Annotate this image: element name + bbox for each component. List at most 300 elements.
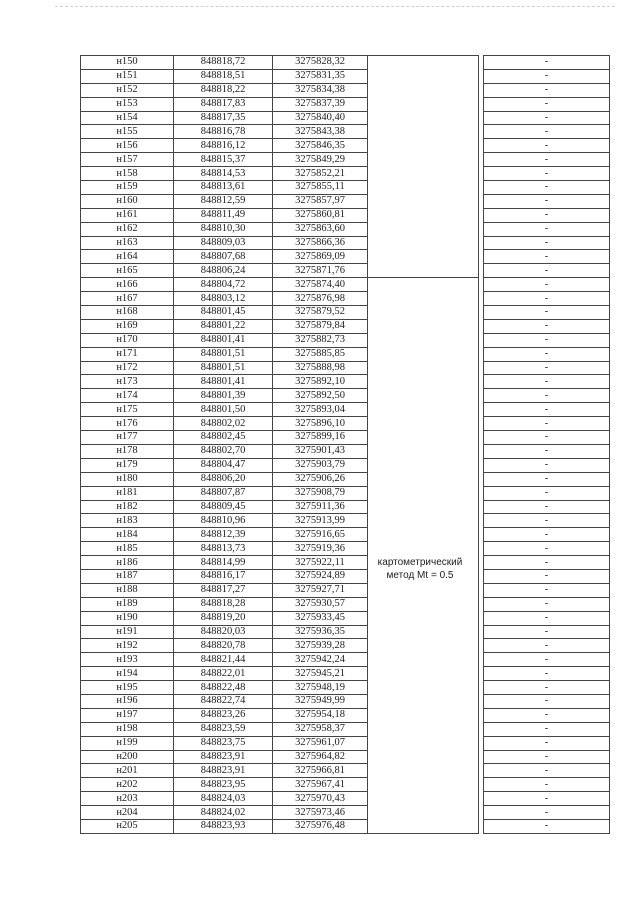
coordinates-table-body <box>81 56 610 834</box>
method-cell <box>368 125 479 139</box>
x-coordinate-cell: 848806,20 <box>174 472 273 486</box>
point-name-cell: н182 <box>81 500 174 514</box>
method-line-1: картометрический <box>377 557 463 568</box>
method-cell <box>368 611 479 625</box>
x-coordinate-cell: 848822,74 <box>174 694 273 708</box>
table-row <box>81 611 610 625</box>
note-cell: - <box>484 486 610 500</box>
table-row <box>81 639 610 653</box>
method-cell <box>368 750 479 764</box>
method-cell <box>368 431 479 445</box>
point-name-cell: н163 <box>81 236 174 250</box>
note-cell: - <box>484 764 610 778</box>
x-coordinate-cell: 848816,17 <box>174 569 273 583</box>
x-coordinate-cell: 848801,41 <box>174 333 273 347</box>
method-cell <box>368 389 479 403</box>
y-coordinate-cell: 3275828,32 <box>273 56 368 70</box>
y-coordinate-cell: 3275973,46 <box>273 806 368 820</box>
point-name-cell: н201 <box>81 764 174 778</box>
note-cell: - <box>484 403 610 417</box>
point-name-cell: н159 <box>81 181 174 195</box>
x-coordinate-cell: 848814,99 <box>174 556 273 570</box>
method-cell <box>368 139 479 153</box>
point-name-cell: н167 <box>81 292 174 306</box>
note-cell: - <box>484 69 610 83</box>
note-cell: - <box>484 556 610 570</box>
point-name-cell: н188 <box>81 583 174 597</box>
x-coordinate-cell: 848820,03 <box>174 625 273 639</box>
note-cell: - <box>484 653 610 667</box>
table-row <box>81 153 610 167</box>
y-coordinate-cell: 3275903,79 <box>273 458 368 472</box>
y-coordinate-cell: 3275954,18 <box>273 708 368 722</box>
point-name-cell: н161 <box>81 208 174 222</box>
note-cell: - <box>484 806 610 820</box>
table-row <box>81 403 610 417</box>
point-name-cell: н150 <box>81 56 174 70</box>
x-coordinate-cell: 848821,44 <box>174 653 273 667</box>
note-cell: - <box>484 306 610 320</box>
table-row <box>81 222 610 236</box>
method-cell <box>368 681 479 695</box>
table-row <box>81 750 610 764</box>
table-row <box>81 597 610 611</box>
point-name-cell: н202 <box>81 778 174 792</box>
point-name-cell: н171 <box>81 347 174 361</box>
point-name-cell: н194 <box>81 667 174 681</box>
note-cell: - <box>484 208 610 222</box>
point-name-cell: н158 <box>81 167 174 181</box>
y-coordinate-cell: 3275958,37 <box>273 722 368 736</box>
table-row <box>81 583 610 597</box>
y-coordinate-cell: 3275949,99 <box>273 694 368 708</box>
x-coordinate-cell: 848804,72 <box>174 278 273 292</box>
note-cell: - <box>484 708 610 722</box>
y-coordinate-cell: 3275849,29 <box>273 153 368 167</box>
note-cell: - <box>484 431 610 445</box>
table-row <box>81 208 610 222</box>
table-row <box>81 56 610 70</box>
x-coordinate-cell: 848810,96 <box>174 514 273 528</box>
note-cell: - <box>484 472 610 486</box>
method-cell <box>368 542 479 556</box>
method-cell <box>368 181 479 195</box>
x-coordinate-cell: 848814,53 <box>174 167 273 181</box>
y-coordinate-cell: 3275892,10 <box>273 375 368 389</box>
note-cell: - <box>484 778 610 792</box>
table-row <box>81 542 610 556</box>
method-cell <box>368 417 479 431</box>
y-coordinate-cell: 3275939,28 <box>273 639 368 653</box>
note-cell: - <box>484 681 610 695</box>
method-cell <box>368 194 479 208</box>
table-row <box>81 722 610 736</box>
x-coordinate-cell: 848823,91 <box>174 764 273 778</box>
point-name-cell: н185 <box>81 542 174 556</box>
table-row <box>81 69 610 83</box>
note-cell: - <box>484 514 610 528</box>
method-cell <box>368 83 479 97</box>
note-cell: - <box>484 417 610 431</box>
point-name-cell: н174 <box>81 389 174 403</box>
table-row <box>81 264 610 278</box>
point-name-cell: н164 <box>81 250 174 264</box>
x-coordinate-cell: 848822,01 <box>174 667 273 681</box>
table-row <box>81 778 610 792</box>
method-cell <box>368 819 479 833</box>
method-note <box>365 556 475 582</box>
y-coordinate-cell: 3275869,09 <box>273 250 368 264</box>
table-row <box>81 625 610 639</box>
y-coordinate-cell: 3275857,97 <box>273 194 368 208</box>
x-coordinate-cell: 848816,12 <box>174 139 273 153</box>
x-coordinate-cell: 848807,87 <box>174 486 273 500</box>
x-coordinate-cell: 848809,03 <box>174 236 273 250</box>
table-row <box>81 569 610 583</box>
method-cell <box>368 292 479 306</box>
y-coordinate-cell: 3275927,71 <box>273 583 368 597</box>
y-coordinate-cell: 3275840,40 <box>273 111 368 125</box>
x-coordinate-cell: 848818,51 <box>174 69 273 83</box>
point-name-cell: н190 <box>81 611 174 625</box>
x-coordinate-cell: 848806,24 <box>174 264 273 278</box>
note-cell: - <box>484 542 610 556</box>
y-coordinate-cell: 3275970,43 <box>273 792 368 806</box>
table-row <box>81 167 610 181</box>
table-row <box>81 306 610 320</box>
method-cell <box>368 111 479 125</box>
x-coordinate-cell: 848823,26 <box>174 708 273 722</box>
x-coordinate-cell: 848807,68 <box>174 250 273 264</box>
note-cell: - <box>484 56 610 70</box>
table-row <box>81 500 610 514</box>
y-coordinate-cell: 3275906,26 <box>273 472 368 486</box>
table-row <box>81 278 610 292</box>
note-cell: - <box>484 139 610 153</box>
method-line-2: метод Mt = 0.5 <box>386 570 454 581</box>
point-name-cell: н153 <box>81 97 174 111</box>
x-coordinate-cell: 848823,93 <box>174 819 273 833</box>
x-coordinate-cell: 848802,45 <box>174 431 273 445</box>
table-row <box>81 139 610 153</box>
point-name-cell: н181 <box>81 486 174 500</box>
table-row <box>81 347 610 361</box>
y-coordinate-cell: 3275967,41 <box>273 778 368 792</box>
point-name-cell: н204 <box>81 806 174 820</box>
note-cell: - <box>484 611 610 625</box>
y-coordinate-cell: 3275948,19 <box>273 681 368 695</box>
x-coordinate-cell: 848818,72 <box>174 56 273 70</box>
x-coordinate-cell: 848824,02 <box>174 806 273 820</box>
table-row <box>81 708 610 722</box>
point-name-cell: н186 <box>81 556 174 570</box>
method-cell <box>368 250 479 264</box>
table-row <box>81 83 610 97</box>
method-cell <box>368 500 479 514</box>
y-coordinate-cell: 3275936,35 <box>273 625 368 639</box>
method-cell <box>368 153 479 167</box>
x-coordinate-cell: 848812,39 <box>174 528 273 542</box>
note-cell: - <box>484 583 610 597</box>
y-coordinate-cell: 3275885,85 <box>273 347 368 361</box>
note-cell: - <box>484 528 610 542</box>
method-cell <box>368 167 479 181</box>
table-row <box>81 111 610 125</box>
point-name-cell: н154 <box>81 111 174 125</box>
y-coordinate-cell: 3275888,98 <box>273 361 368 375</box>
method-cell <box>368 278 479 292</box>
x-coordinate-cell: 848811,49 <box>174 208 273 222</box>
point-name-cell: н165 <box>81 264 174 278</box>
x-coordinate-cell: 848809,45 <box>174 500 273 514</box>
table-row <box>81 458 610 472</box>
x-coordinate-cell: 848801,39 <box>174 389 273 403</box>
x-coordinate-cell: 848801,50 <box>174 403 273 417</box>
point-name-cell: н189 <box>81 597 174 611</box>
note-cell: - <box>484 111 610 125</box>
method-cell <box>368 792 479 806</box>
note-cell: - <box>484 292 610 306</box>
method-cell <box>368 333 479 347</box>
note-cell: - <box>484 347 610 361</box>
note-cell: - <box>484 264 610 278</box>
y-coordinate-cell: 3275837,39 <box>273 97 368 111</box>
point-name-cell: н196 <box>81 694 174 708</box>
point-name-cell: н166 <box>81 278 174 292</box>
method-cell <box>368 208 479 222</box>
point-name-cell: н192 <box>81 639 174 653</box>
method-cell <box>368 722 479 736</box>
x-coordinate-cell: 848801,22 <box>174 319 273 333</box>
point-name-cell: н157 <box>81 153 174 167</box>
y-coordinate-cell: 3275911,36 <box>273 500 368 514</box>
point-name-cell: н200 <box>81 750 174 764</box>
method-cell <box>368 597 479 611</box>
note-cell: - <box>484 694 610 708</box>
method-cell <box>368 236 479 250</box>
top-rule <box>55 6 615 7</box>
point-name-cell: н151 <box>81 69 174 83</box>
y-coordinate-cell: 3275964,82 <box>273 750 368 764</box>
x-coordinate-cell: 848803,12 <box>174 292 273 306</box>
note-cell: - <box>484 444 610 458</box>
method-cell <box>368 583 479 597</box>
table-row <box>81 806 610 820</box>
table-row <box>81 250 610 264</box>
method-cell <box>368 306 479 320</box>
x-coordinate-cell: 848823,59 <box>174 722 273 736</box>
x-coordinate-cell: 848824,03 <box>174 792 273 806</box>
y-coordinate-cell: 3275930,57 <box>273 597 368 611</box>
table-row <box>81 472 610 486</box>
x-coordinate-cell: 848817,35 <box>174 111 273 125</box>
y-coordinate-cell: 3275966,81 <box>273 764 368 778</box>
note-cell: - <box>484 167 610 181</box>
x-coordinate-cell: 848817,27 <box>174 583 273 597</box>
method-cell <box>368 667 479 681</box>
note-cell: - <box>484 319 610 333</box>
note-cell: - <box>484 194 610 208</box>
x-coordinate-cell: 848815,37 <box>174 153 273 167</box>
point-name-cell: н177 <box>81 431 174 445</box>
note-cell: - <box>484 97 610 111</box>
x-coordinate-cell: 848810,30 <box>174 222 273 236</box>
y-coordinate-cell: 3275843,38 <box>273 125 368 139</box>
method-cell <box>368 778 479 792</box>
y-coordinate-cell: 3275879,52 <box>273 306 368 320</box>
y-coordinate-cell: 3275933,45 <box>273 611 368 625</box>
method-cell <box>368 444 479 458</box>
note-cell: - <box>484 83 610 97</box>
x-coordinate-cell: 848801,45 <box>174 306 273 320</box>
point-name-cell: н168 <box>81 306 174 320</box>
note-cell: - <box>484 278 610 292</box>
point-name-cell: н152 <box>81 83 174 97</box>
method-cell <box>368 375 479 389</box>
note-cell: - <box>484 667 610 681</box>
table-row <box>81 528 610 542</box>
x-coordinate-cell: 848817,83 <box>174 97 273 111</box>
point-name-cell: н170 <box>81 333 174 347</box>
x-coordinate-cell: 848801,51 <box>174 347 273 361</box>
x-coordinate-cell: 848823,75 <box>174 736 273 750</box>
y-coordinate-cell: 3275908,79 <box>273 486 368 500</box>
y-coordinate-cell: 3275855,11 <box>273 181 368 195</box>
table-row <box>81 792 610 806</box>
y-coordinate-cell: 3275896,10 <box>273 417 368 431</box>
point-name-cell: н184 <box>81 528 174 542</box>
point-name-cell: н199 <box>81 736 174 750</box>
y-coordinate-cell: 3275899,16 <box>273 431 368 445</box>
table-row <box>81 97 610 111</box>
method-cell <box>368 319 479 333</box>
y-coordinate-cell: 3275874,40 <box>273 278 368 292</box>
method-cell <box>368 736 479 750</box>
method-cell <box>368 222 479 236</box>
table-row <box>81 653 610 667</box>
note-cell: - <box>484 250 610 264</box>
x-coordinate-cell: 848818,22 <box>174 83 273 97</box>
table-row <box>81 486 610 500</box>
note-cell: - <box>484 389 610 403</box>
table-row <box>81 125 610 139</box>
table-row <box>81 431 610 445</box>
y-coordinate-cell: 3275924,89 <box>273 569 368 583</box>
x-coordinate-cell: 848813,73 <box>174 542 273 556</box>
method-cell <box>368 361 479 375</box>
y-coordinate-cell: 3275942,24 <box>273 653 368 667</box>
method-cell <box>368 625 479 639</box>
note-cell: - <box>484 361 610 375</box>
x-coordinate-cell: 848820,78 <box>174 639 273 653</box>
y-coordinate-cell: 3275916,65 <box>273 528 368 542</box>
method-cell <box>368 97 479 111</box>
table-row <box>81 194 610 208</box>
table-row <box>81 375 610 389</box>
method-cell <box>368 56 479 70</box>
note-cell: - <box>484 222 610 236</box>
table-row <box>81 736 610 750</box>
method-cell <box>368 69 479 83</box>
table-row <box>81 361 610 375</box>
note-cell: - <box>484 153 610 167</box>
x-coordinate-cell: 848801,41 <box>174 375 273 389</box>
point-name-cell: н172 <box>81 361 174 375</box>
point-name-cell: н187 <box>81 569 174 583</box>
point-name-cell: н156 <box>81 139 174 153</box>
y-coordinate-cell: 3275879,84 <box>273 319 368 333</box>
y-coordinate-cell: 3275831,35 <box>273 69 368 83</box>
y-coordinate-cell: 3275961,07 <box>273 736 368 750</box>
table-row <box>81 694 610 708</box>
point-name-cell: н155 <box>81 125 174 139</box>
x-coordinate-cell: 848822,48 <box>174 681 273 695</box>
point-name-cell: н193 <box>81 653 174 667</box>
y-coordinate-cell: 3275834,38 <box>273 83 368 97</box>
note-cell: - <box>484 375 610 389</box>
note-cell: - <box>484 597 610 611</box>
note-cell: - <box>484 625 610 639</box>
method-cell <box>368 458 479 472</box>
y-coordinate-cell: 3275901,43 <box>273 444 368 458</box>
note-cell: - <box>484 639 610 653</box>
note-cell: - <box>484 458 610 472</box>
x-coordinate-cell: 848818,28 <box>174 597 273 611</box>
method-cell <box>368 653 479 667</box>
y-coordinate-cell: 3275846,35 <box>273 139 368 153</box>
method-cell <box>368 528 479 542</box>
method-cell <box>368 694 479 708</box>
note-cell: - <box>484 722 610 736</box>
method-cell <box>368 403 479 417</box>
point-name-cell: н179 <box>81 458 174 472</box>
note-cell: - <box>484 500 610 514</box>
y-coordinate-cell: 3275852,21 <box>273 167 368 181</box>
y-coordinate-cell: 3275876,98 <box>273 292 368 306</box>
point-name-cell: н169 <box>81 319 174 333</box>
x-coordinate-cell: 848823,95 <box>174 778 273 792</box>
x-coordinate-cell: 848801,51 <box>174 361 273 375</box>
x-coordinate-cell: 848816,78 <box>174 125 273 139</box>
y-coordinate-cell: 3275893,04 <box>273 403 368 417</box>
table-row <box>81 389 610 403</box>
y-coordinate-cell: 3275913,99 <box>273 514 368 528</box>
point-name-cell: н183 <box>81 514 174 528</box>
x-coordinate-cell: 848813,61 <box>174 181 273 195</box>
y-coordinate-cell: 3275866,36 <box>273 236 368 250</box>
point-name-cell: н160 <box>81 194 174 208</box>
y-coordinate-cell: 3275945,21 <box>273 667 368 681</box>
table-row <box>81 667 610 681</box>
x-coordinate-cell: 848802,70 <box>174 444 273 458</box>
y-coordinate-cell: 3275922,11 <box>273 556 368 570</box>
note-cell: - <box>484 750 610 764</box>
method-cell <box>368 708 479 722</box>
table-row <box>81 819 610 833</box>
table-row <box>81 181 610 195</box>
point-name-cell: н178 <box>81 444 174 458</box>
point-name-cell: н205 <box>81 819 174 833</box>
point-name-cell: н162 <box>81 222 174 236</box>
note-cell: - <box>484 736 610 750</box>
x-coordinate-cell: 848804,47 <box>174 458 273 472</box>
table-row <box>81 444 610 458</box>
point-name-cell: н203 <box>81 792 174 806</box>
method-cell <box>368 806 479 820</box>
point-name-cell: н176 <box>81 417 174 431</box>
note-cell: - <box>484 569 610 583</box>
table-row <box>81 319 610 333</box>
